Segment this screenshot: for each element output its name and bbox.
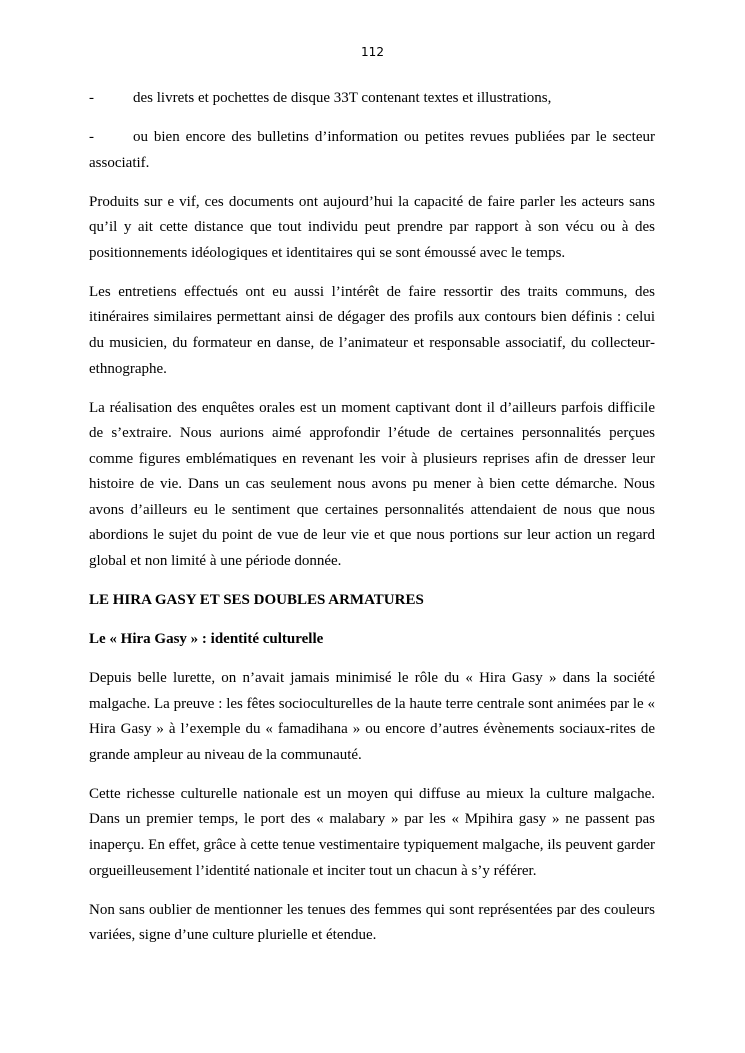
bullet-text: des livrets et pochettes de disque 33T contenant textes et illustrations, <box>133 90 552 106</box>
bullet-marker: - <box>89 128 94 145</box>
page-number: 112 <box>361 45 384 59</box>
paragraph: Produits sur e vif, ces documents ont aujourd’hui la capacité de faire parler les acteurs sans qu’il y ait cette distance que tout individu peut prendre par rapport à son vécu ou à des positionnements idéologiques et identitaires qui se sont émoussé avec le temps. <box>89 193 655 261</box>
paragraph: Non sans oublier de mentionner les tenues des femmes qui sont représentées par des couleurs variées, signe d’une culture plurielle et étendue. <box>89 901 655 944</box>
paragraph: Cette richesse culturelle nationale est un moyen qui diffuse au mieux la culture malgache. Dans un premier temps, le port des « malabary » par les « Mpihira gasy » ne passent pas inaperçu. En effet, grâce à cette tenue vestimentaire typiquement malgache, ils peuvent garder orgueilleusement l’identité nationale et inciter tout un chacun à s’y référer. <box>89 785 655 879</box>
paragraph: La réalisation des enquêtes orales est un moment captivant dont il d’ailleurs parfois difficile de s’extraire. Nous aurions aimé approfondir l’étude de certaines personnalités perçues comme figures emblématiques en revenant les voir à plusieurs reprises afin de dresser leur histoire de vie. Dans un cas seulement nous avons pu mener à bien cette démarche. Nous avons d’ailleurs eu le sentiment que certaines personnalités attendaient de nous que nous abordions le sujet du point de vue de leur vie et que nous portions sur leur action un regard global et non limité à une période donnée. <box>89 399 655 570</box>
paragraph: Depuis belle lurette, on n’avait jamais minimisé le rôle du « Hira Gasy » dans la société malgache. La preuve : les fêtes socioculturelles de la haute terre centrale sont animées par le « Hira Gasy » à l’exemple du « famadihana » ou encore d’autres évènements sociaux-rites de grande ampleur au niveau de la communauté. <box>89 670 655 763</box>
bullet-item <box>89 86 655 112</box>
bullet-text: ou bien encore des bulletins d’information ou petites revues publiées par le secteur associatif. <box>89 128 655 171</box>
section-heading: LE HIRA GASY ET SES DOUBLES ARMATURES <box>89 592 424 609</box>
page-body <box>89 86 655 962</box>
bullet-item <box>89 125 655 176</box>
paragraph: Les entretiens effectués ont eu aussi l’intérêt de faire ressortir des traits communs, des itinéraires similaires permettant ainsi de dégager des profils aux contours bien définis : celui du musicien, du formateur en danse, de l’animateur et responsable associatif, du collecteur-ethnographe. <box>89 283 655 377</box>
bullet-marker: - <box>89 90 94 106</box>
subsection-heading: Le « Hira Gasy » : identité culturelle <box>89 631 324 648</box>
